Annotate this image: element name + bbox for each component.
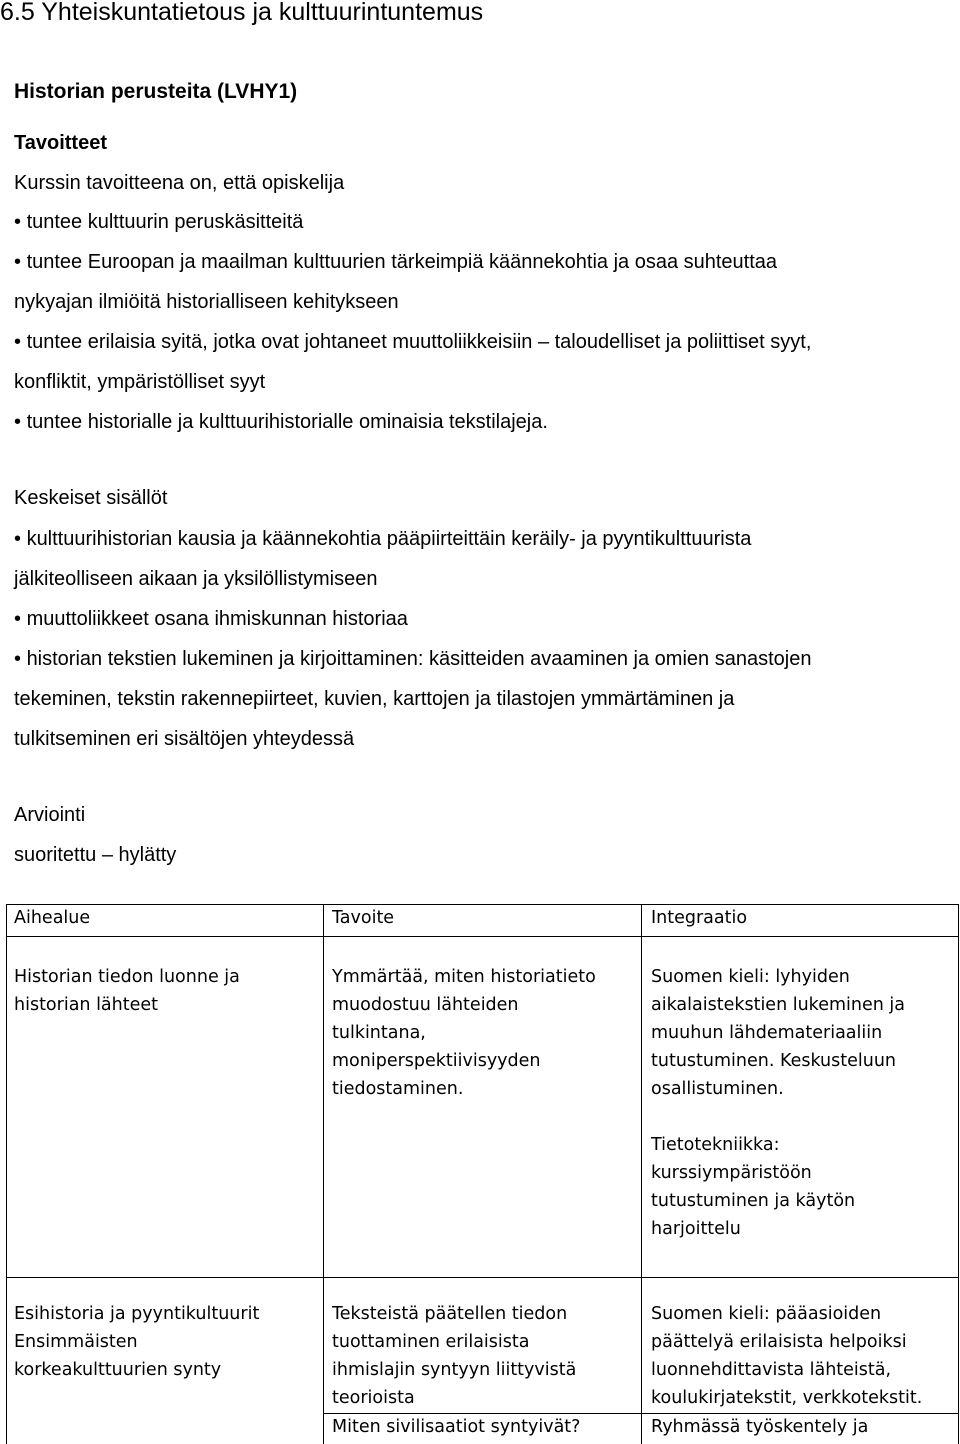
bullet-icon: • xyxy=(14,608,27,630)
table-header-integraatio: Integraatio xyxy=(651,908,748,928)
assessment-heading: Arviointi xyxy=(14,804,86,826)
bullet-icon: • xyxy=(14,648,27,670)
table-cell-integraatio-extra: Ryhmässä työskentely ja xyxy=(651,1417,869,1437)
list-item-continuation: tekeminen, tekstin rakennepiirteet, kuvien, karttojen ja tilastojen ymmärtäminen ja xyxy=(14,688,735,710)
table-cell-aihealue: Esihistoria ja pyyntikultuurit Ensimmäisten korkeakulttuurien synty xyxy=(14,1304,260,1380)
table-cell-tavoite: Teksteistä päätellen tiedon tuottaminen erilaisista ihmislajin syntyyn liittyvistä teorioista xyxy=(332,1304,577,1408)
bullet-icon: • xyxy=(14,528,27,550)
list-item: • muuttoliikkeet osana ihmiskunnan historiaa xyxy=(14,608,408,630)
page-title: 6.5 Yhteiskuntatietous ja kulttuurintuntemus xyxy=(0,0,484,26)
bullet-icon: • xyxy=(14,251,27,273)
table-cell-tavoite-question: Miten sivilisaatiot syntyivät? xyxy=(332,1417,581,1437)
objectives-heading: Tavoitteet xyxy=(14,132,107,154)
table-header-divider xyxy=(6,936,959,937)
table-cell-integraatio: Suomen kieli: pääasioiden päättelyä erilaisista helpoiksi luonnehdittavista lähteistä, koulukirjatekstit, verkkotekstit. xyxy=(651,1304,923,1408)
list-item: • tuntee kulttuurin peruskäsitteitä xyxy=(14,211,304,233)
table-cell-tavoite: Ymmärtää, miten historiatieto muodostuu lähteiden tulkintana, moniperspektiivisyyden tiedostaminen. xyxy=(332,967,596,1099)
list-item: • historian tekstien lukeminen ja kirjoittaminen: käsitteiden avaaminen ja omien sanastojen xyxy=(14,648,812,670)
table-col-divider xyxy=(323,904,324,1444)
table-border-left xyxy=(6,904,7,1444)
list-item-continuation: tulkitseminen eri sisältöjen yhteydessä xyxy=(14,728,355,750)
list-item-continuation: jälkiteolliseen aikaan ja yksilöllistymiseen xyxy=(14,568,378,590)
table-cell-integraatio-extra: Tietotekniikka: kurssiympäristöön tutustuminen ja käytön harjoittelu xyxy=(651,1135,856,1239)
contents-heading: Keskeiset sisällöt xyxy=(14,487,168,509)
list-item-continuation: nykyajan ilmiöitä historialliseen kehitykseen xyxy=(14,291,399,313)
list-item: • kulttuurihistorian kausia ja käännekohtia pääpiirteittäin keräily- ja pyyntikulttuurista xyxy=(14,528,752,550)
list-item: • tuntee erilaisia syitä, jotka ovat johtaneet muuttoliikkeisiin – taloudelliset ja poliittiset syyt, xyxy=(14,331,812,353)
bullet-icon: • xyxy=(14,331,27,353)
bullet-icon: • xyxy=(14,211,27,233)
table-header-tavoite: Tavoite xyxy=(332,908,395,928)
table-row-divider xyxy=(6,1277,959,1278)
course-title: Historian perusteita (LVHY1) xyxy=(14,80,298,103)
bullet-icon: • xyxy=(14,411,27,433)
table-col-divider xyxy=(641,904,642,1444)
list-item: • tuntee historialle ja kulttuurihistorialle ominaisia tekstilajeja. xyxy=(14,411,548,433)
objectives-intro: Kurssin tavoitteena on, että opiskelija xyxy=(14,172,345,194)
table-header-aihealue: Aihealue xyxy=(14,908,91,928)
table-border-right xyxy=(958,904,959,1444)
assessment-text: suoritettu – hylätty xyxy=(14,844,177,866)
table-cell-aihealue: Historian tiedon luonne ja historian lähteet xyxy=(14,967,240,1015)
list-item-continuation: konfliktit, ympäristölliset syyt xyxy=(14,371,266,393)
table-border-top xyxy=(6,904,959,905)
list-item: • tuntee Euroopan ja maailman kulttuurien tärkeimpiä käännekohtia ja osaa suhteuttaa xyxy=(14,251,778,273)
table-cell-integraatio: Suomen kieli: lyhyiden aikalaistekstien lukeminen ja muuhun lähdemateriaaliin tutustuminen. Keskusteluun osallistuminen. xyxy=(651,967,905,1099)
